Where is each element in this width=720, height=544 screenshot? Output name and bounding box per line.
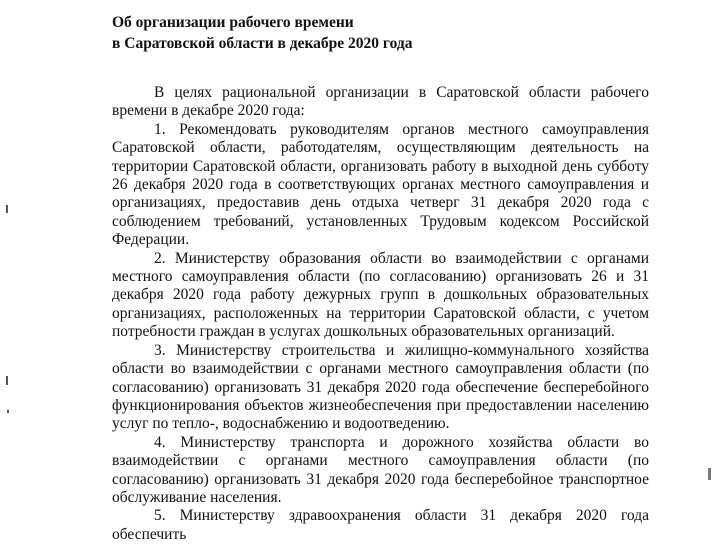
item-1-paragraph: 1. Рекомендовать руководителям органов местного самоуправления Саратовской области, работодателям, осуществляющим деятельность на территории Саратовской области, организовать работу в выходной день субботу 26 декабря 2020 года в соответствующих органах местного самоуправления и организациях, предоставив день отдыха четверг 31 декабря 2020 года с соблюдением требований, установленных Трудовым кодексом Российской Федерации. — [112, 120, 649, 249]
scan-margin-mark — [7, 410, 9, 413]
item-3-paragraph: 3. Министерству строительства и жилищно-коммунального хозяйства области во взаимодействии с органами местного самоуправления области (по согласованию) организовать 31 декабря 2020 года обеспечение бесперебойного функционирования объектов жизнеобеспечения при предоставлении населению услуг по тепло-, водоснабжению и водоотведению. — [112, 341, 649, 433]
item-5-paragraph: 5. Министерству здравоохранения области 31 декабря 2020 года обеспечить — [112, 507, 649, 543]
title-line-1: Об организации рабочего времени — [112, 14, 354, 31]
document-body — [112, 84, 649, 544]
item-4-paragraph: 4. Министерству транспорта и дорожного хозяйства области во взаимодействии с органами местного самоуправления области (по согласованию) организовать 31 декабря 2020 года бесперебойное транспортное обслуживание населения. — [112, 433, 649, 506]
title-line-2: в Саратовской области в декабре 2020 года — [112, 35, 413, 52]
scan-margin-mark — [6, 205, 8, 213]
intro-paragraph: В целях рациональной организации в Саратовской области рабочего времени в декабре 2020 года: — [112, 84, 649, 120]
item-2-paragraph: 2. Министерству образования области во взаимодействии с органами местного самоуправления области (по согласованию) организовать 26 и 31 декабря 2020 года работу дежурных групп в дошкольных образовательных организациях, расположенных на территории Саратовской области, с учетом потребности граждан в услугах дошкольных образовательных организаций. — [112, 249, 649, 341]
scan-edge-mark — [708, 468, 711, 480]
scan-margin-mark — [6, 376, 8, 385]
document-title — [112, 12, 412, 54]
